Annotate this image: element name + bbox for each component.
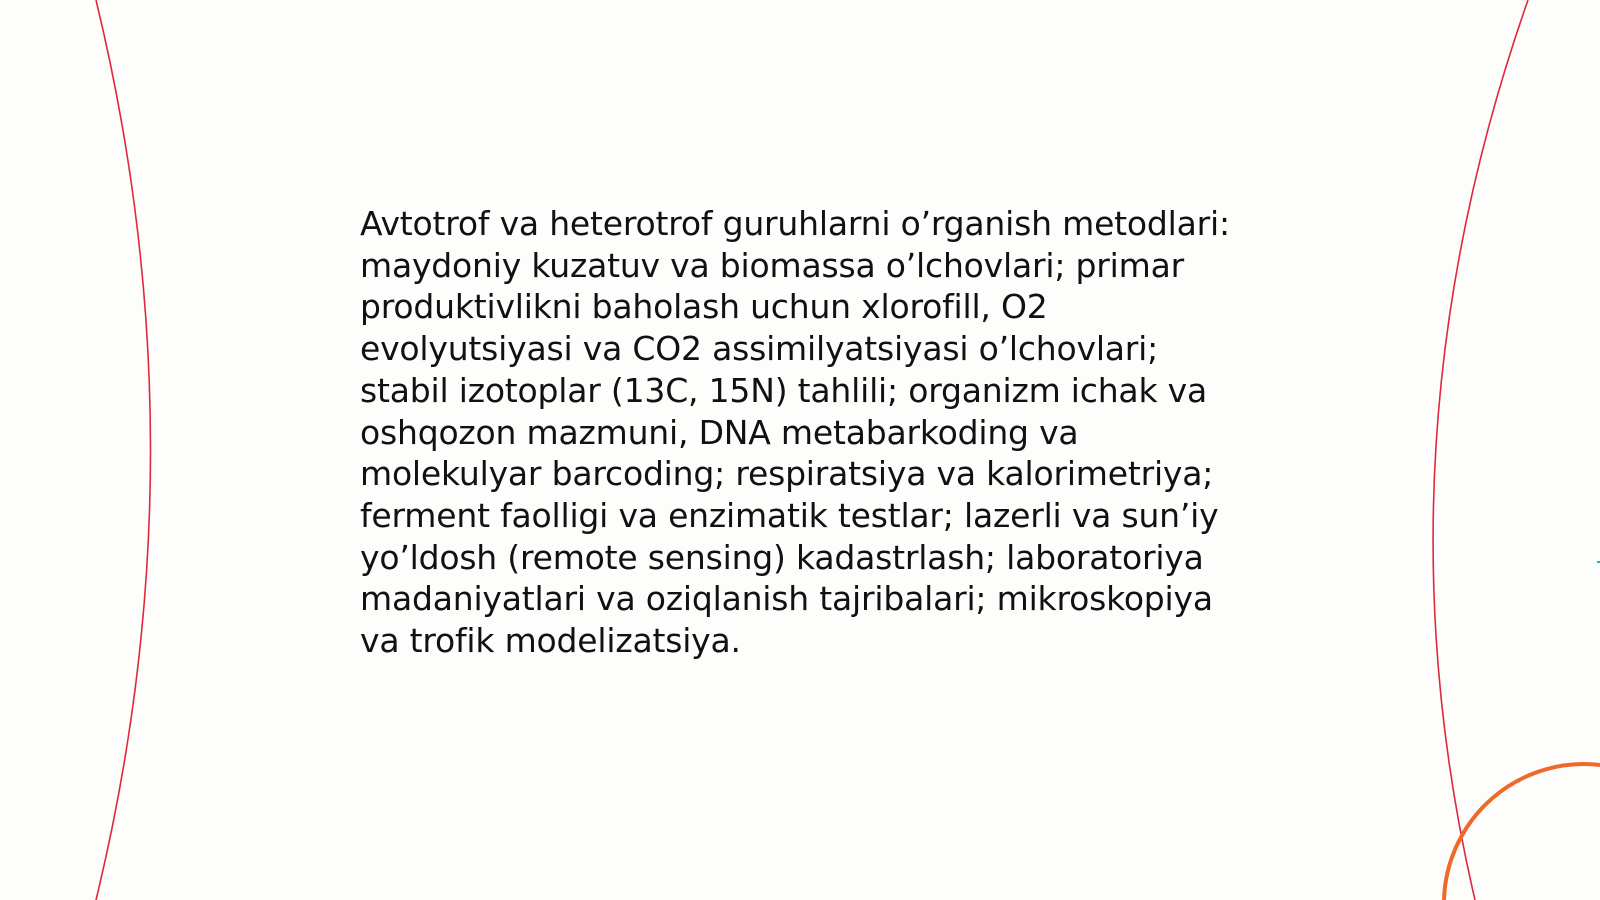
slide-body-text: Avtotrof va heterotrof guruhlarni o’rganish metodlari: maydoniy kuzatuv va biomassa o’lchovlari; primar produktivlikni baholash uchun xlorofill, O2 evolyutsiyasi va CO2 assimilyatsiyasi o’lchovlari; stabil izotoplar (13C, 15N) tahlili; organizm ichak va oshqozon mazmuni, DNA metabarkoding va molekulyar barcoding; respiratsiya va kalorimetriya; ferment faolligi va enzimatik testlar; lazerli va sun’iy yo’ldosh (remote sensing) kadastrlash; laboratoriya madaniyatlari va oziqlanish tajribalari; mikroskopiya va trofik modelizatsiya.: [360, 204, 1230, 661]
orange-arc: [1444, 764, 1600, 900]
left-curve: [96, 0, 151, 900]
right-curve: [1433, 0, 1528, 900]
